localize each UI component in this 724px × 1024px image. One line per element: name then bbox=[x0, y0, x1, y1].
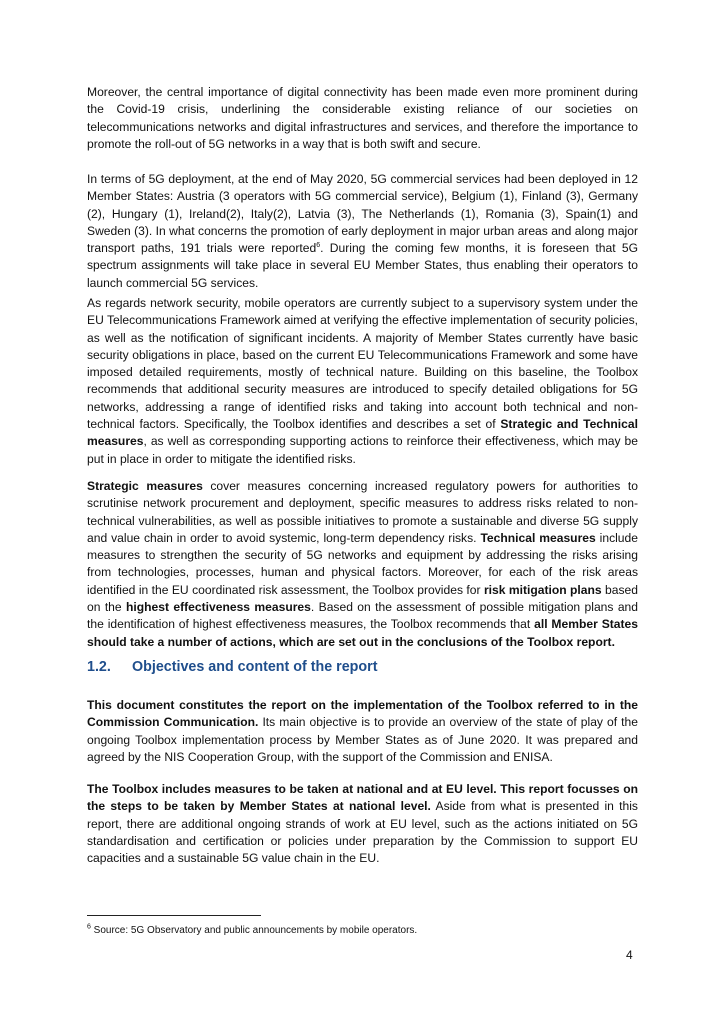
paragraph-network-security: As regards network security, mobile operators are currently subject to a supervisory system under the EU Telecommunications Framework aimed at verifying the effective implementation of security policies, as well as the notification of significant incidents. A majority of Member States currently have basic security obligations in place, based on the current EU Telecommunications Framework and some have imposed detailed requirements, mostly of technical nature. Building on this baseline, the Toolbox recommends that additional security measures are introduced to specify detailed obligations for 5G networks, addressing a range of identified risks and taking into account both technical and non-technical factors. Specifically, the Toolbox identifies and describes a set of Strategic and Technical measures, as well as corresponding supporting actions to reinforce their effectiveness, which may be put in place in order to mitigate the identified risks. bbox=[87, 296, 638, 466]
footnote-reference[interactable]: 6 bbox=[316, 242, 321, 250]
section-title: Objectives and content of the report bbox=[132, 659, 378, 675]
footnote-marker: 6 bbox=[87, 923, 91, 931]
paragraph-digital-connectivity: Moreover, the central importance of digital connectivity has been made even more prominent during the Covid-19 crisis, underlining the considerable existing reliance of our societies on telecommunications networks and digital infrastructures and services, and therefore the importance to promote the roll-out of 5G networks in a way that is both swift and secure. bbox=[87, 85, 638, 151]
footnote bbox=[87, 924, 417, 937]
section-number: 1.2. bbox=[87, 659, 111, 675]
paragraph-5g-deployment: In terms of 5G deployment, at the end of May 2020, 5G commercial services had been deployed in 12 Member States: Austria (3 operators with 5G commercial service), Belgium (1), Finland (3), Germany (2), Hungary (1), Ireland(2), Italy(2), Latvia (3), The Netherlands (1), Romania (3), Spain(1) and Sweden (3). In what concerns the promotion of early deployment in major urban areas and along major transport paths, 191 trials were reported$^6$. During the coming few months, it is foreseen that 5G spectrum assignments will take place in several EU Member States, thus enabling their operators to launch commercial 5G services. bbox=[87, 172, 638, 290]
paragraph-toolbox-scope: The Toolbox includes measures to be taken at national and at EU level. This report focusses on the steps to be taken by Member States at national level. Aside from what is presented in this report, there are additional ongoing strands of work at EU level, such as the actions initiated on 5G standardisation and certification or policies under preparation by the Commission to support EU capacities and a sustainable 5G value chain in the EU. bbox=[87, 782, 638, 866]
page-number: 4 bbox=[626, 948, 633, 962]
footnote-separator bbox=[87, 915, 261, 916]
section-heading bbox=[87, 659, 638, 675]
paragraph-document-purpose: This document constitutes the report on the implementation of the Toolbox referred to in the Commission Communication. Its main objective is to provide an overview of the state of play of the ongoing Toolbox implementation process by Member States as of June 2020. It was prepared and agreed by the NIS Cooperation Group, with the support of the Commission and ENISA. bbox=[87, 698, 638, 764]
paragraph-strategic-measures: Strategic measures cover measures concerning increased regulatory powers for authorities to scrutinise network procurement and deployment, specific measures to address risks related to non-technical vulnerabilities, as well as possible initiatives to promote a sustainable and diverse 5G supply and value chain in order to avoid systemic, long-term dependency risks. Technical measures include measures to strengthen the security of 5G networks and equipment by addressing the risks arising from technologies, processes, human and physical factors. Moreover, for each of the risk areas identified in the EU coordinated risk assessment, the Toolbox provides for risk mitigation plans based on the highest effectiveness measures. Based on the assessment of possible mitigation plans and the identification of highest effectiveness measures, the Toolbox recommends that all Member States should take a number of actions, which are set out in the conclusions of the Toolbox report. bbox=[87, 479, 638, 649]
footnote-text: Source: 5G Observatory and public announcements by mobile operators. bbox=[90, 925, 418, 936]
